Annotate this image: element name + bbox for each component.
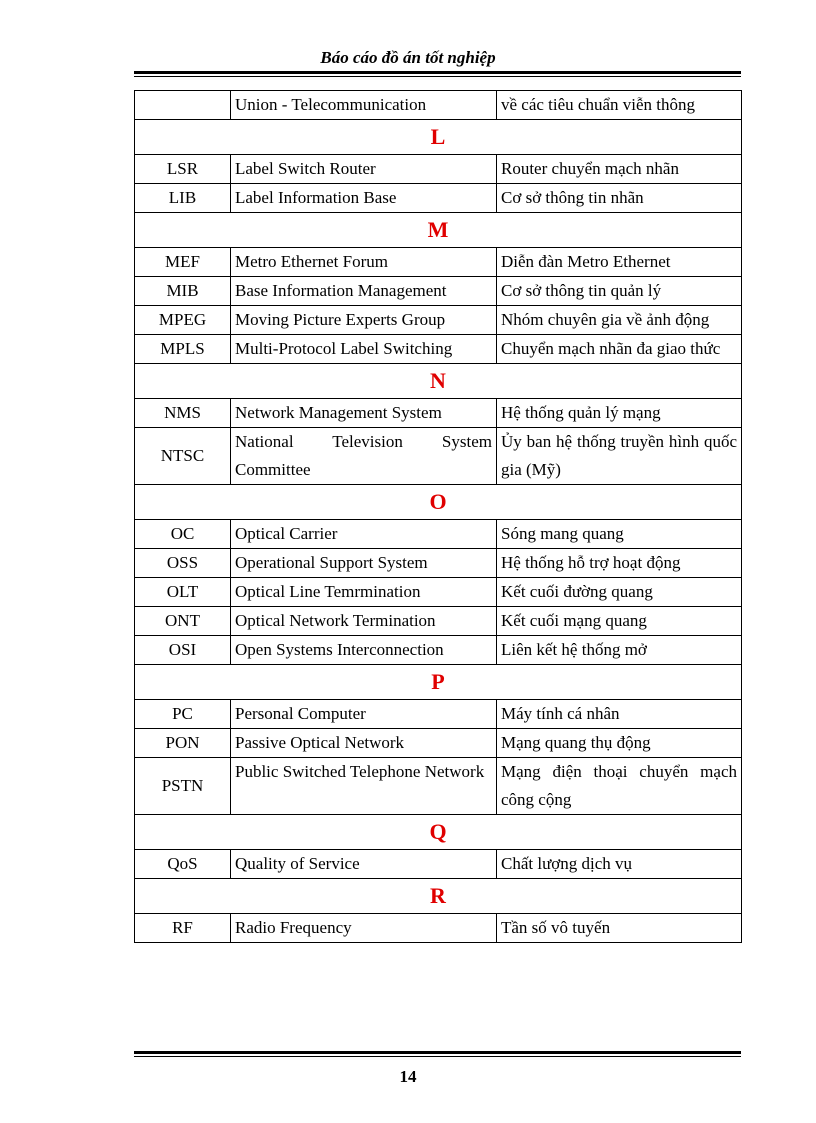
abbreviation-cell: MEF [135, 248, 231, 277]
table-row [135, 335, 742, 364]
vietnamese-term-cell: Liên kết hệ thống mở [497, 636, 742, 665]
abbreviation-cell: OSI [135, 636, 231, 665]
english-term-cell: Moving Picture Experts Group [231, 306, 497, 335]
abbreviation-cell: PON [135, 729, 231, 758]
vietnamese-term-cell: Hệ thống hỗ trợ hoạt động [497, 549, 742, 578]
vietnamese-term-cell: Chuyển mạch nhãn đa giao thức [497, 335, 742, 364]
abbreviation-cell: PSTN [135, 758, 231, 815]
table-row [135, 914, 742, 943]
section-header-row [135, 213, 742, 248]
table-row [135, 549, 742, 578]
vietnamese-term-cell: Sóng mang quang [497, 520, 742, 549]
section-letter: O [135, 485, 742, 520]
english-term-cell: Personal Computer [231, 700, 497, 729]
table-row [135, 306, 742, 335]
english-term-cell: Optical Line Temrmination [231, 578, 497, 607]
table-row [135, 248, 742, 277]
vietnamese-term-cell: Mạng quang thụ động [497, 729, 742, 758]
abbreviation-cell [135, 91, 231, 120]
abbreviation-cell: MPLS [135, 335, 231, 364]
english-term-cell: Quality of Service [231, 850, 497, 879]
english-term-cell: Union - Telecommunication [231, 91, 497, 120]
english-term-cell: Radio Frequency [231, 914, 497, 943]
section-header-row [135, 815, 742, 850]
english-term-cell: Metro Ethernet Forum [231, 248, 497, 277]
vietnamese-term-cell: Hệ thống quản lý mạng [497, 399, 742, 428]
table-row [135, 91, 742, 120]
english-term-cell: National Television System Committee [231, 428, 497, 485]
abbreviation-cell: LSR [135, 155, 231, 184]
abbreviation-cell: RF [135, 914, 231, 943]
abbreviation-cell: NMS [135, 399, 231, 428]
abbreviation-cell: NTSC [135, 428, 231, 485]
vietnamese-term-cell: về các tiêu chuẩn viễn thông [497, 91, 742, 120]
english-term-cell: Operational Support System [231, 549, 497, 578]
table-row [135, 729, 742, 758]
abbreviation-cell: OC [135, 520, 231, 549]
header-rule [134, 71, 741, 77]
section-header-row [135, 120, 742, 155]
section-letter: M [135, 213, 742, 248]
english-term-cell: Open Systems Interconnection [231, 636, 497, 665]
english-term-cell: Label Information Base [231, 184, 497, 213]
page-header-title: Báo cáo đồ án tốt nghiệp [320, 48, 496, 67]
page-number: 14 [399, 1067, 417, 1086]
table-row [135, 428, 742, 485]
english-term-cell: Public Switched Telephone Network [231, 758, 497, 815]
table-row [135, 277, 742, 306]
table-row [135, 399, 742, 428]
vietnamese-term-cell: Máy tính cá nhân [497, 700, 742, 729]
english-term-cell: Multi-Protocol Label Switching [231, 335, 497, 364]
table-row [135, 607, 742, 636]
table-row [135, 520, 742, 549]
vietnamese-term-cell: Cơ sở thông tin quản lý [497, 277, 742, 306]
abbreviation-table-body [135, 91, 742, 943]
section-letter: R [135, 879, 742, 914]
section-header-row [135, 485, 742, 520]
section-letter: N [135, 364, 742, 399]
abbreviation-cell: ONT [135, 607, 231, 636]
vietnamese-term-cell: Mạng điện thoại chuyển mạch công cộng [497, 758, 742, 815]
vietnamese-term-cell: Kết cuối đường quang [497, 578, 742, 607]
english-term-cell: Passive Optical Network [231, 729, 497, 758]
english-term-cell: Label Switch Router [231, 155, 497, 184]
vietnamese-term-cell: Kết cuối mạng quang [497, 607, 742, 636]
table-row [135, 758, 742, 815]
abbreviation-cell: LIB [135, 184, 231, 213]
english-term-cell: Base Information Management [231, 277, 497, 306]
vietnamese-term-cell: Router chuyển mạch nhãn [497, 155, 742, 184]
abbreviation-cell: OSS [135, 549, 231, 578]
vietnamese-term-cell: Cơ sở thông tin nhãn [497, 184, 742, 213]
section-letter: L [135, 120, 742, 155]
table-row [135, 184, 742, 213]
section-letter: P [135, 665, 742, 700]
table-row [135, 850, 742, 879]
english-term-cell: Network Management System [231, 399, 497, 428]
footer-rule [134, 1051, 741, 1057]
abbreviation-cell: QoS [135, 850, 231, 879]
vietnamese-term-cell: Ủy ban hệ thống truyền hình quốc gia (Mỹ) [497, 428, 742, 485]
vietnamese-term-cell: Tần số vô tuyến [497, 914, 742, 943]
vietnamese-term-cell: Diễn đàn Metro Ethernet [497, 248, 742, 277]
section-header-row [135, 364, 742, 399]
abbreviation-cell: MPEG [135, 306, 231, 335]
section-letter: Q [135, 815, 742, 850]
table-row [135, 700, 742, 729]
vietnamese-term-cell: Chất lượng dịch vụ [497, 850, 742, 879]
section-header-row [135, 879, 742, 914]
abbreviation-cell: PC [135, 700, 231, 729]
vietnamese-term-cell: Nhóm chuyên gia về ảnh động [497, 306, 742, 335]
abbreviation-table [134, 90, 742, 943]
english-term-cell: Optical Carrier [231, 520, 497, 549]
table-row [135, 155, 742, 184]
section-header-row [135, 665, 742, 700]
table-row [135, 636, 742, 665]
english-term-cell: Optical Network Termination [231, 607, 497, 636]
abbreviation-cell: OLT [135, 578, 231, 607]
abbreviation-cell: MIB [135, 277, 231, 306]
table-row [135, 578, 742, 607]
